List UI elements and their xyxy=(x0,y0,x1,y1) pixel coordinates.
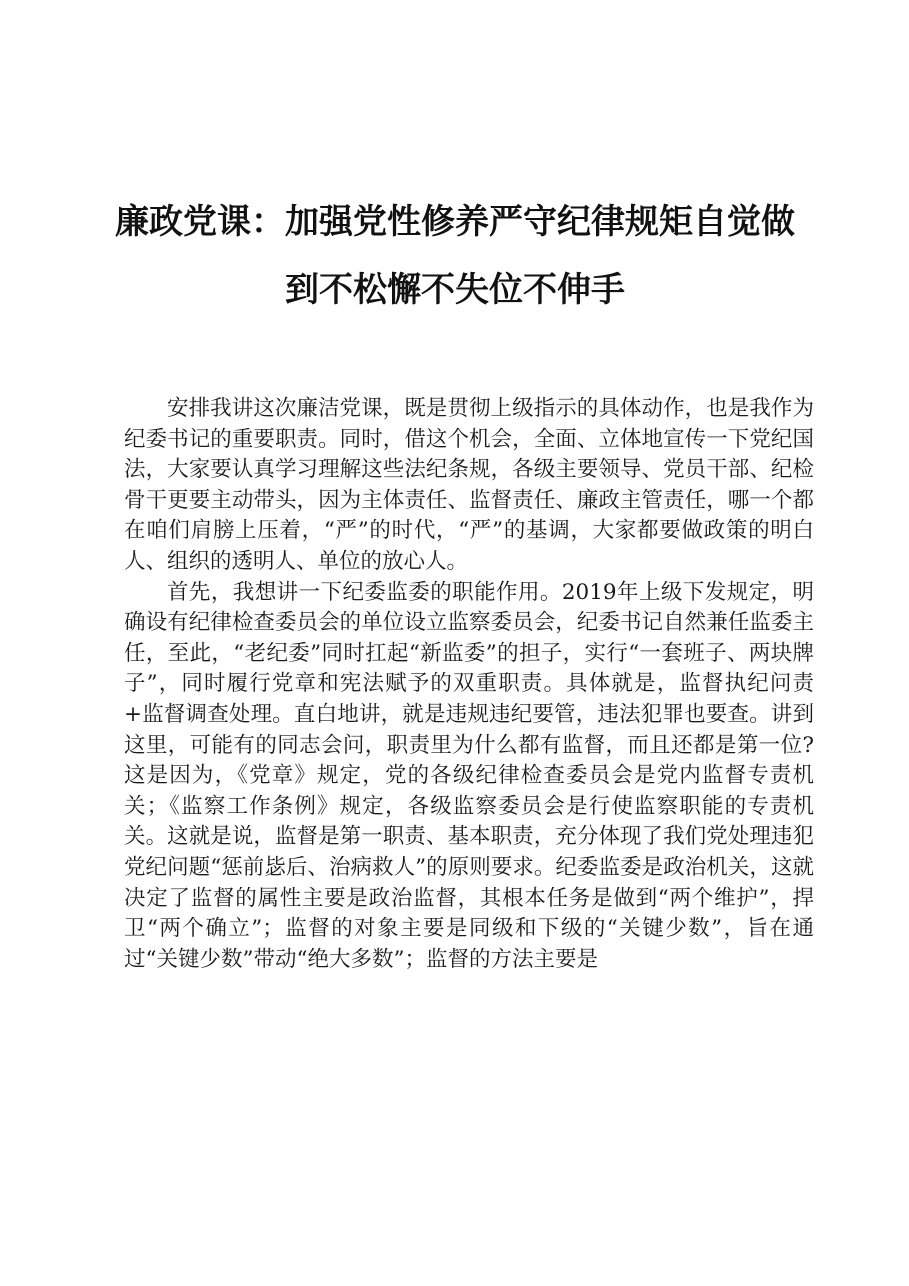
title-line-2: 到不松懈不失位不伸手 xyxy=(285,270,625,310)
paragraph-functions: 首先，我想讲一下纪委监委的职能作用。2019年上级下发规定，明确设有纪律检查委员会的单位设立监察委员会，纪委书记自然兼任监委主任，至此，“老纪委”同时扛起“新监委”的担子，实行“一套班子、两块牌子”，同时履行党章和宪法赋予的双重职责。具体就是，监督执纪问责+监督调查处理。直白地讲，就是违规违纪要管，违法犯罪也要查。讲到这里，可能有的同志会问，职责里为什么都有监督，而且还都是第一位?这是因为，《党章》规定，党的各级纪律检查委员会是党内监督专责机关；《监察工作条例》规定，各级监察委员会是行使监察职能的专责机关。这就是说，监督是第一职责、基本职责，充分体现了我们党处理违犯党纪问题“惩前毖后、治病救人”的原则要求。纪委监委是政治机关，这就决定了监督的属性主要是政治监督，其根本任务是做到“两个维护”，捍卫“两个确立”；监督的对象主要是同级和下级的“关键少数”，旨在通过“关键少数”带动“绝大多数”；监督的方法主要是 xyxy=(124,579,814,972)
paragraph-intro: 安排我讲这次廉洁党课，既是贯彻上级指示的具体动作，也是我作为纪委书记的重要职责。同时，借这个机会，全面、立体地宣传一下党纪国法，大家要认真学习理解这些法纪条规，各级主要领导、党员干部、纪检骨干更要主动带头，因为主体责任、监督责任、廉政主管责任，哪一个都在咱们肩膀上压着，“严”的时代，“严”的基调，大家都要做政策的明白人、组织的透明人、单位的放心人。 xyxy=(124,396,814,574)
title-line-1: 廉政党课：加强党性修养严守纪律规矩自觉做 xyxy=(115,202,795,242)
document-title xyxy=(110,188,800,324)
document-body xyxy=(124,394,814,975)
